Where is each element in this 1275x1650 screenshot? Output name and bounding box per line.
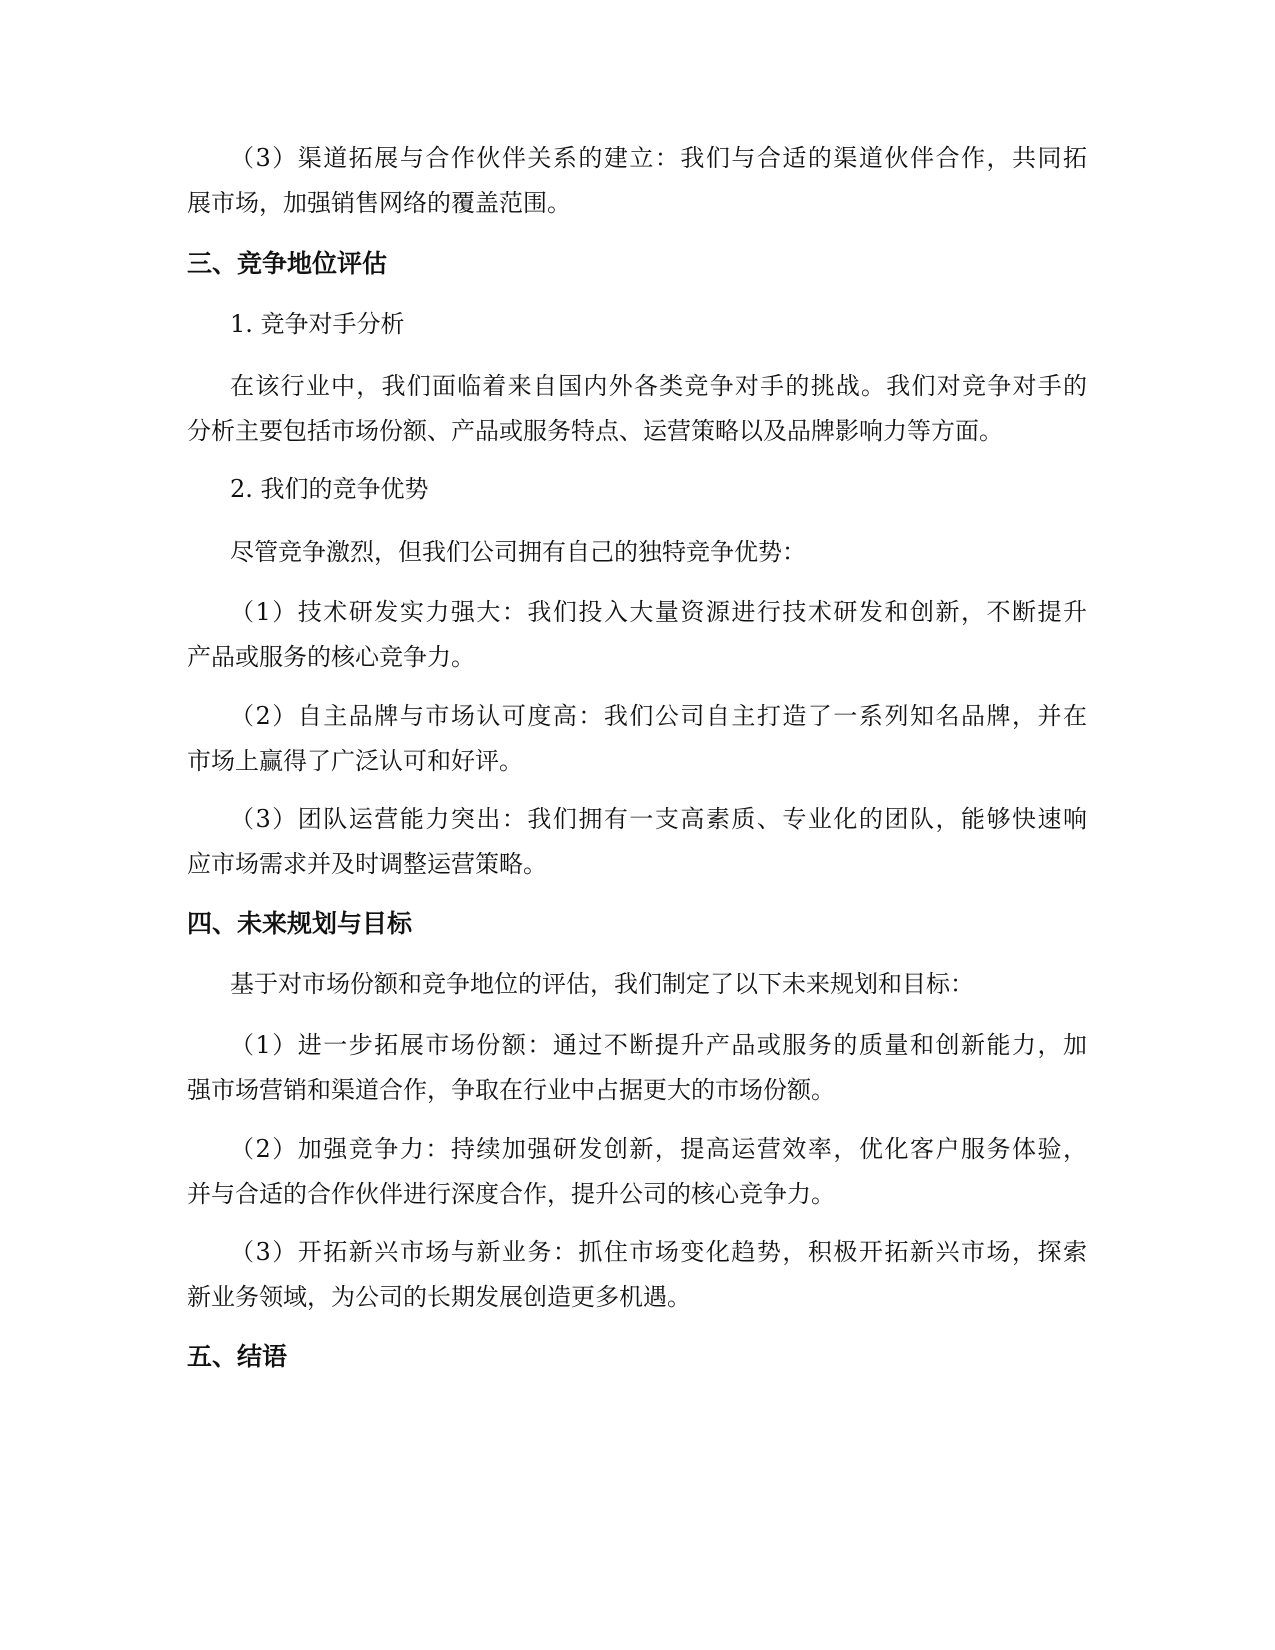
paragraph-brand-recognition xyxy=(187,694,1087,784)
paragraph-strengthen-competitiveness xyxy=(187,1127,1087,1217)
paragraph-line: （1）进一步拓展市场份额：通过不断提升产品或服务的质量和创新能力，加 xyxy=(230,1031,1087,1059)
paragraph-line: 基于对市场份额和竞争地位的评估，我们制定了以下未来规划和目标： xyxy=(230,970,974,998)
paragraph-line: 市场上赢得了广泛认可和好评。 xyxy=(187,747,523,775)
paragraph-line: 并与合适的合作伙伴进行深度合作，提升公司的核心竞争力。 xyxy=(187,1180,835,1208)
paragraph-expand-share xyxy=(187,1023,1087,1113)
paragraph-team-operations xyxy=(187,797,1087,887)
paragraph-line: （3）团队运营能力突出：我们拥有一支高素质、专业化的团队，能够快速响 xyxy=(230,805,1087,833)
paragraph-line: 产品或服务的核心竞争力。 xyxy=(187,643,475,671)
paragraph-line: （1）技术研发实力强大：我们投入大量资源进行技术研发和创新，不断提升 xyxy=(230,598,1087,626)
paragraph-line: （2）加强竞争力：持续加强研发创新，提高运营效率，优化客户服务体验， xyxy=(230,1135,1087,1163)
paragraph-line: 在该行业中，我们面临着来自国内外各类竞争对手的挑战。我们对竞争对手的 xyxy=(230,372,1087,400)
paragraph-rd-strength xyxy=(187,590,1087,680)
paragraph-line: 展市场，加强销售网络的覆盖范围。 xyxy=(187,189,571,217)
paragraph-line: 尽管竞争激烈，但我们公司拥有自己的独特竞争优势： xyxy=(230,538,806,566)
subheading-competitor-analysis: 1. 竞争对手分析 xyxy=(230,310,405,338)
paragraph-line: 新业务领域，为公司的长期发展创造更多机遇。 xyxy=(187,1283,691,1311)
paragraph-line: （3）渠道拓展与合作伙伴关系的建立：我们与合适的渠道伙伴合作，共同拓 xyxy=(230,144,1087,172)
paragraph-line: （3）开拓新兴市场与新业务：抓住市场变化趋势，积极开拓新兴市场，探索 xyxy=(230,1238,1087,1266)
paragraph-line: 强市场营销和渠道合作，争取在行业中占据更大的市场份额。 xyxy=(187,1076,835,1104)
section-heading-conclusion: 五、结语 xyxy=(187,1342,288,1371)
paragraph-channel-expansion xyxy=(187,136,1087,226)
subheading-our-advantages: 2. 我们的竞争优势 xyxy=(230,475,429,503)
paragraph-line: 应市场需求并及时调整运营策略。 xyxy=(187,850,547,878)
paragraph-future-intro xyxy=(187,962,1087,1007)
paragraph-line: （2）自主品牌与市场认可度高：我们公司自主打造了一系列知名品牌，并在 xyxy=(230,702,1087,730)
section-heading-future-plans: 四、未来规划与目标 xyxy=(187,909,413,938)
paragraph-advantages-intro xyxy=(187,530,1087,575)
section-heading-competitive-position: 三、竞争地位评估 xyxy=(187,249,388,278)
paragraph-competitor-analysis xyxy=(187,364,1087,454)
paragraph-line: 分析主要包括市场份额、产品或服务特点、运营策略以及品牌影响力等方面。 xyxy=(187,417,1003,445)
paragraph-new-markets xyxy=(187,1230,1087,1320)
